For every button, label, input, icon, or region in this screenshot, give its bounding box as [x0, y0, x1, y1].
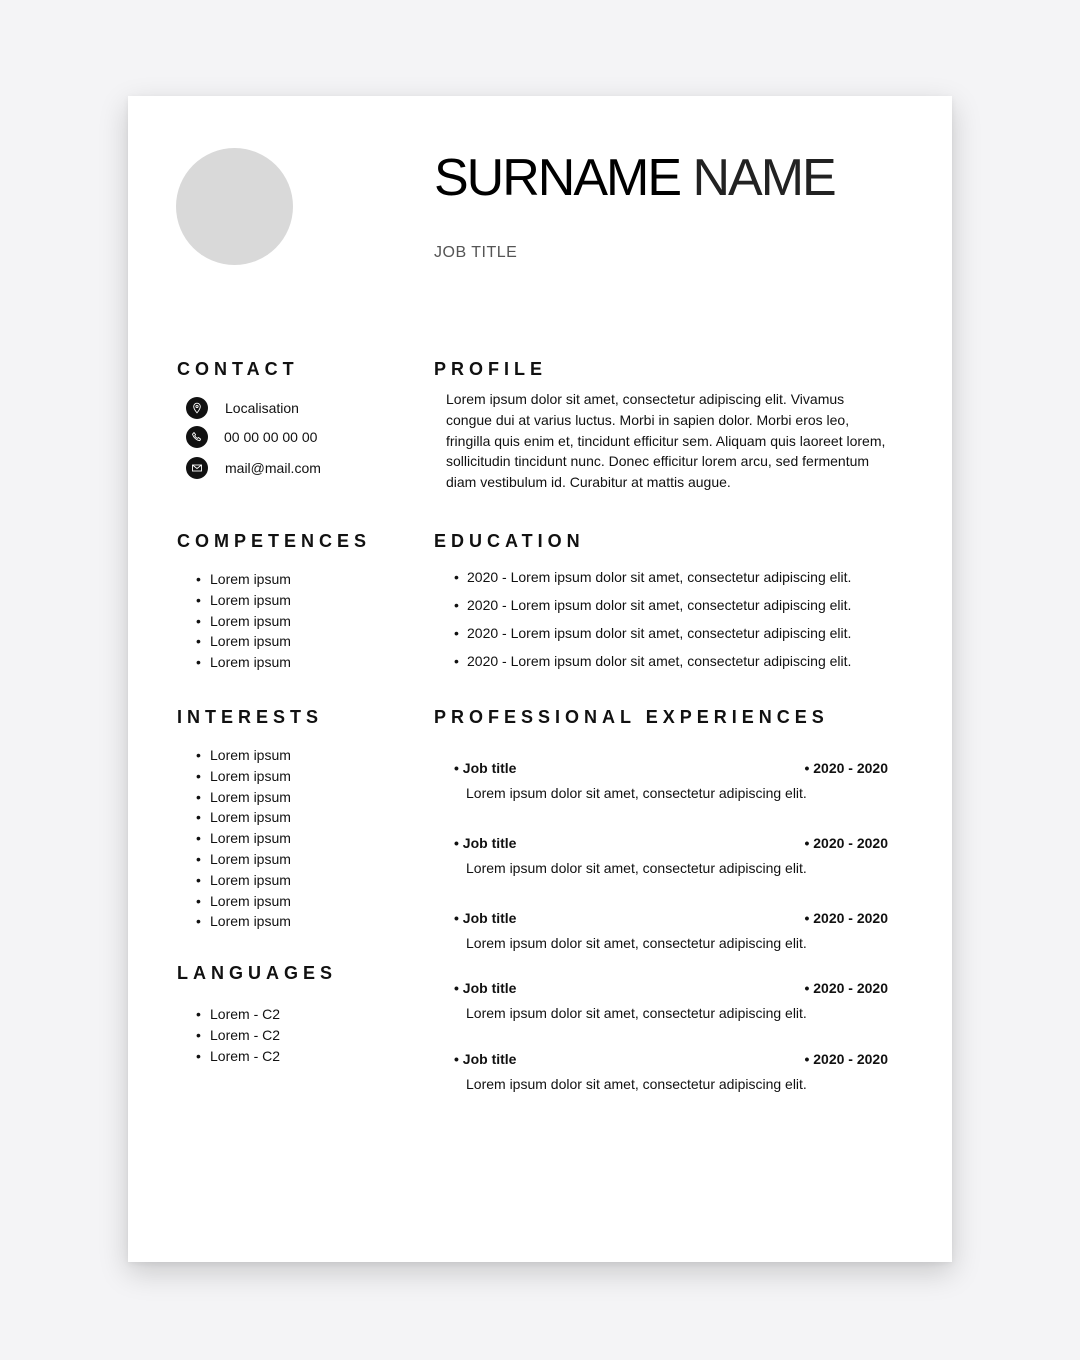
experience-job-title: • Job title: [454, 1049, 516, 1069]
surname: SURNAME: [434, 149, 681, 207]
experience-dates: • 2020 - 2020: [804, 1049, 888, 1069]
list-item: • Lorem ipsum: [196, 569, 291, 590]
experience-item: [454, 758, 888, 803]
job-title: JOB TITLE: [434, 244, 518, 261]
education-heading: EDUCATION: [434, 531, 585, 551]
resume-page: [128, 96, 952, 1262]
location-pin-icon: [186, 397, 208, 419]
full-name: [434, 148, 835, 208]
experience-description: Lorem ipsum dolor sit amet, consectetur adipiscing elit.: [466, 1076, 807, 1092]
interests-heading: INTERESTS: [177, 707, 324, 727]
experience-dates: • 2020 - 2020: [804, 758, 888, 778]
given-name: NAME: [692, 149, 835, 207]
languages-list: [196, 1004, 280, 1066]
experience-job-title: • Job title: [454, 758, 516, 778]
list-item: • Lorem ipsum: [196, 590, 291, 611]
experience-dates: • 2020 - 2020: [804, 833, 888, 853]
list-item: • Lorem - C2: [196, 1046, 280, 1067]
education-list: [454, 567, 851, 679]
contact-heading: CONTACT: [177, 359, 299, 379]
list-item: • Lorem ipsum: [196, 745, 291, 766]
experience-description: Lorem ipsum dolor sit amet, consectetur adipiscing elit.: [466, 785, 807, 801]
list-item: • Lorem ipsum: [196, 652, 291, 673]
experience-description: Lorem ipsum dolor sit amet, consectetur adipiscing elit.: [466, 1005, 807, 1021]
list-item: • Lorem ipsum: [196, 891, 291, 912]
phone-icon: [186, 426, 208, 448]
list-item: • Lorem ipsum: [196, 807, 291, 828]
experience-description: Lorem ipsum dolor sit amet, consectetur adipiscing elit.: [466, 860, 807, 876]
avatar: [176, 148, 293, 265]
contact-item-mail: [186, 456, 321, 480]
competences-list: [196, 569, 291, 673]
languages-heading: LANGUAGES: [177, 963, 338, 983]
list-item: • Lorem ipsum: [196, 870, 291, 891]
list-item: • Lorem ipsum: [196, 766, 291, 787]
education-item: • 2020 - Lorem ipsum dolor sit amet, consectetur adipiscing elit.: [454, 623, 851, 643]
contact-mail-text: mail@mail.com: [225, 460, 321, 476]
education-item: • 2020 - Lorem ipsum dolor sit amet, consectetur adipiscing elit.: [454, 595, 851, 615]
list-item: • Lorem ipsum: [196, 631, 291, 652]
experience-item: [454, 908, 888, 953]
experience-item: [454, 978, 888, 1023]
education-item: • 2020 - Lorem ipsum dolor sit amet, consectetur adipiscing elit.: [454, 651, 851, 671]
experience-job-title: • Job title: [454, 908, 516, 928]
education-item: • 2020 - Lorem ipsum dolor sit amet, consectetur adipiscing elit.: [454, 567, 851, 587]
list-item: • Lorem ipsum: [196, 911, 291, 932]
list-item: • Lorem - C2: [196, 1004, 280, 1025]
experience-item: [454, 1049, 888, 1094]
experience-dates: • 2020 - 2020: [804, 908, 888, 928]
experience-job-title: • Job title: [454, 833, 516, 853]
contact-location-text: Localisation: [225, 400, 299, 416]
profile-heading: PROFILE: [434, 359, 548, 379]
experience-item: [454, 833, 888, 878]
list-item: • Lorem - C2: [196, 1025, 280, 1046]
profile-text: Lorem ipsum dolor sit amet, consectetur adipiscing elit. Vivamus congue dui at varius luctus. Morbi in sapien dolor. Morbi eros leo, fringilla quis enim et, tincidunt efficitur sem. Aliquam quis laoreet lorem, sollicitudin tincidunt nunc. Donec efficitur lorem arcu, sed fermentum diam vestibulum id. Curabitur at mattis augue.: [446, 391, 886, 491]
contact-item-phone: [186, 425, 317, 449]
list-item: • Lorem ipsum: [196, 611, 291, 632]
experiences-heading: PROFESSIONAL EXPERIENCES: [434, 707, 829, 727]
experience-dates: • 2020 - 2020: [804, 978, 888, 998]
list-item: • Lorem ipsum: [196, 849, 291, 870]
list-item: • Lorem ipsum: [196, 828, 291, 849]
mail-icon: [186, 457, 208, 479]
interests-list: [196, 745, 291, 932]
experience-job-title: • Job title: [454, 978, 516, 998]
list-item: • Lorem ipsum: [196, 787, 291, 808]
competences-heading: COMPETENCES: [177, 531, 372, 551]
contact-item-location: [186, 396, 299, 420]
contact-phone-text: 00 00 00 00 00: [224, 429, 318, 445]
experience-description: Lorem ipsum dolor sit amet, consectetur adipiscing elit.: [466, 935, 807, 951]
